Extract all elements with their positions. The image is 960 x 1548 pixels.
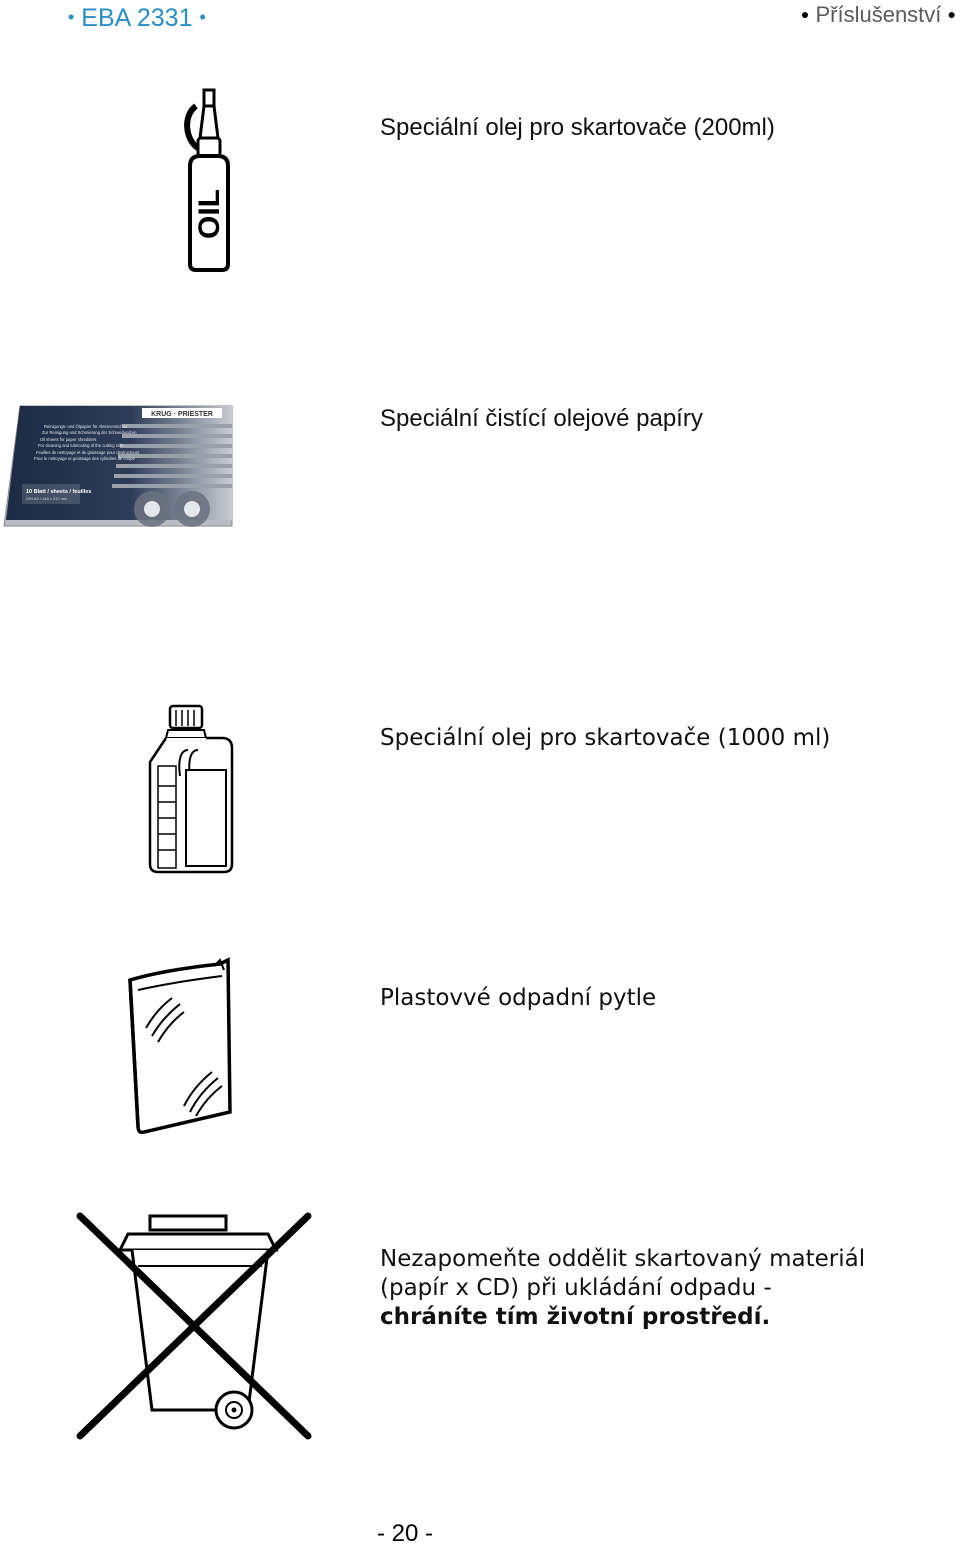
separation-text-line2: (papír x CD) při ukládání odpadu -	[380, 1275, 772, 1301]
package-brand: KRUG · PRIESTER	[151, 411, 213, 418]
item-waste-separation	[380, 1245, 865, 1332]
package-line: For cleaning and lubricating of the cutting rolls	[38, 443, 124, 448]
page-number: - 20 -	[376, 1520, 433, 1547]
separation-text-bold: chráníte tím životní prostředí.	[380, 1304, 771, 1330]
package-line: Zur Reinigung und Schmierung der Schneidwalzen	[42, 430, 137, 435]
bottle-label: OIL	[193, 189, 226, 239]
header-right-dot: ●	[800, 6, 810, 22]
item-oil-sheets: Speciální čistící olejové papíry	[380, 405, 703, 432]
header-model	[68, 4, 206, 33]
package-count: 10 Blatt / sheets / feuilles	[26, 489, 92, 495]
item-waste-bags: Plastovvé odpadní pytle	[380, 985, 657, 1011]
package-line: Oil sheets for paper shredders	[40, 437, 97, 442]
crossed-out-bin-icon	[72, 1210, 320, 1444]
package-size: DIN A5 / 148 x 210 mm	[26, 496, 68, 501]
section-name: Příslušenství	[815, 2, 942, 27]
oil-canister-icon	[140, 704, 240, 876]
oil-sheets-package-icon	[2, 404, 234, 528]
header-left-dot: •	[68, 7, 75, 27]
separation-text-line1: Nezapomeňte oddělit skartovaný materiál	[380, 1246, 866, 1272]
package-line: Feuilles de nettoyage et de graissage pour destructeurs	[36, 450, 140, 455]
package-line: Reinigungs- und Ölpapier für Aktenvernichter	[44, 424, 128, 429]
header-right-dot-2: ●	[947, 6, 956, 22]
oil-bottle-icon	[180, 86, 240, 276]
item-oil-200ml: Speciální olej pro skartovače (200ml)	[380, 114, 775, 141]
package-line: Pour le nettoyage et graissage des cylindres de coupe	[34, 456, 135, 461]
item-oil-1000ml: Speciální olej pro skartovače (1000 ml)	[380, 725, 831, 751]
header-left-dot-2: •	[199, 7, 206, 27]
waste-bag-icon	[124, 956, 236, 1138]
header-section	[801, 2, 956, 28]
model-name: EBA 2331	[81, 4, 193, 32]
